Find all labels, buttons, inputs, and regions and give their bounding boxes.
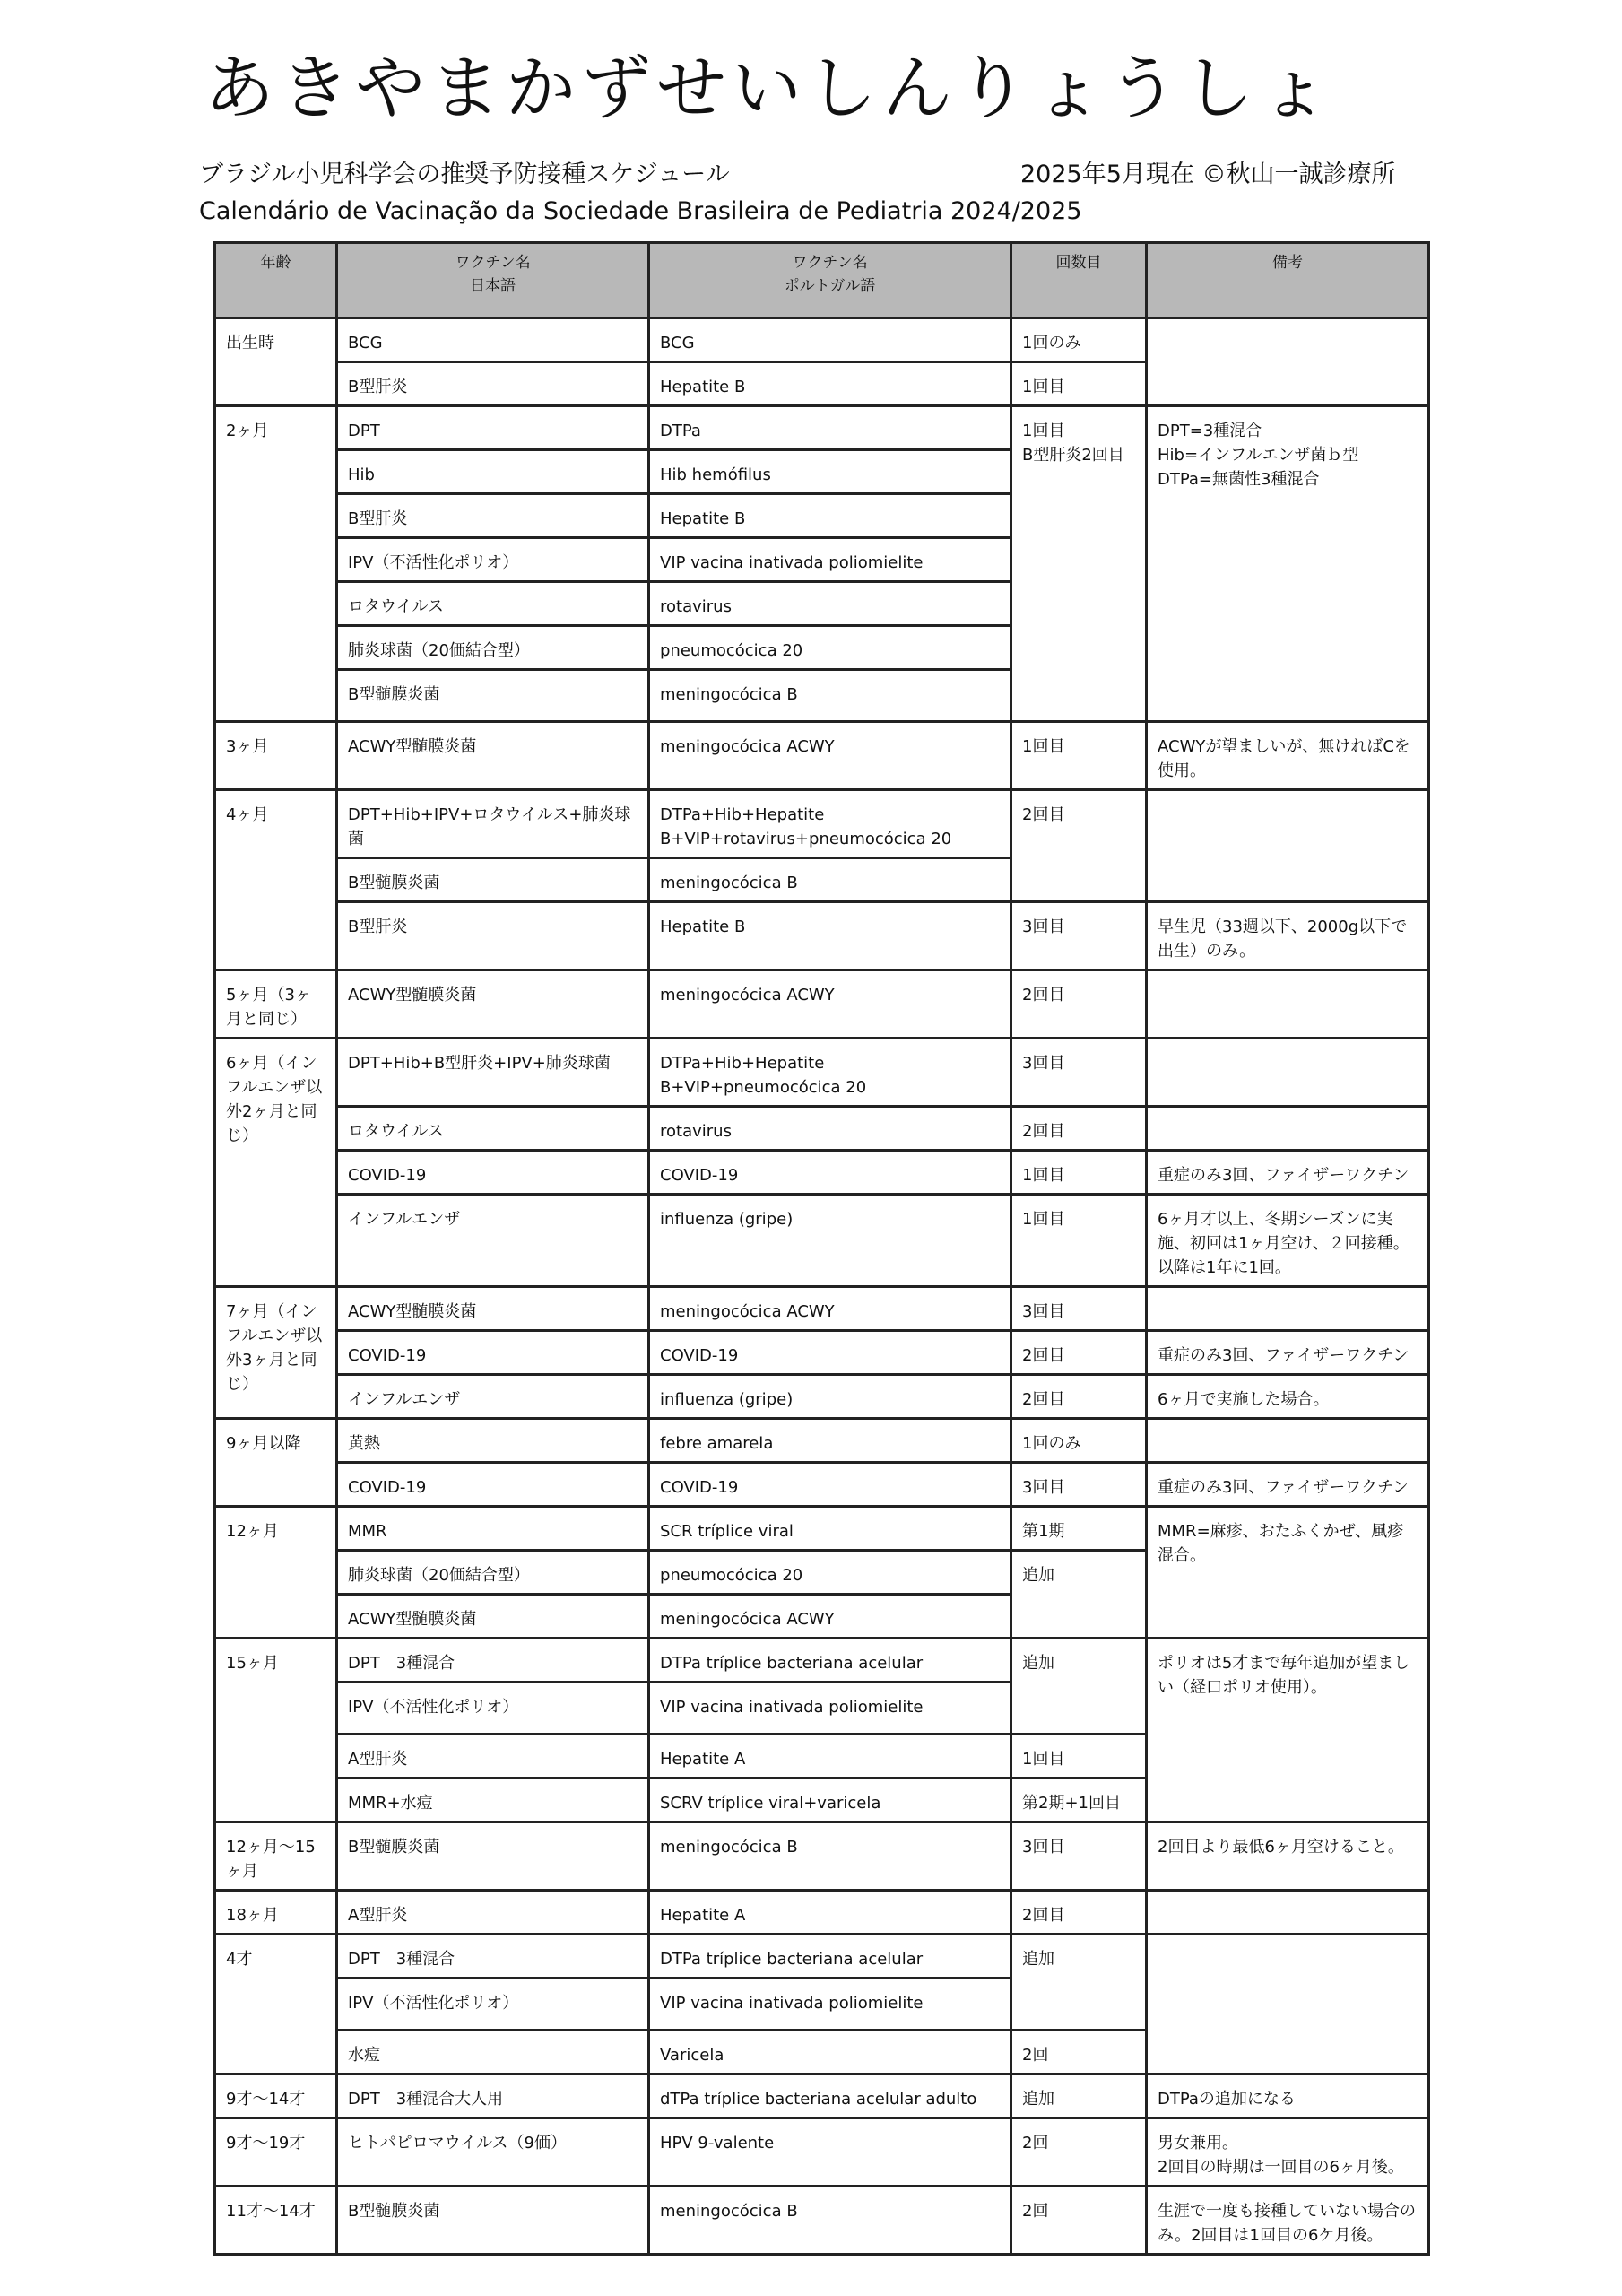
age-cell: 7ヶ月（インフルエンザ以外3ヶ月と同じ）: [215, 1287, 337, 1419]
table-row: [215, 1935, 1429, 1979]
vaccine-pt-cell: VIP vacina inativada poliomielite: [649, 538, 1011, 582]
vaccine-pt-cell: rotavirus: [649, 582, 1011, 626]
table-row: [215, 2118, 1429, 2187]
note-cell: [1147, 1419, 1429, 1463]
dose-cell: 追加: [1011, 1551, 1147, 1639]
dose-cell: 3回目: [1011, 1822, 1147, 1891]
vaccine-pt-cell: DTPa: [649, 406, 1011, 450]
age-cell: 6ヶ月（インフルエンザ以外2ヶ月と同じ）: [215, 1039, 337, 1287]
page-subtitle-ja: ブラジル小児科学会の推奨予防接種スケジュール: [199, 161, 730, 188]
header-age: 年齢: [215, 243, 337, 318]
vaccine-pt-cell: SCRV tríplice viral+varicela: [649, 1779, 1011, 1822]
table-row: [215, 722, 1429, 790]
vaccine-ja-cell: DPT 3種混合大人用: [337, 2074, 649, 2118]
note-cell: 重症のみ3回、ファイザーワクチン: [1147, 1463, 1429, 1507]
dose-cell: 3回目: [1011, 1463, 1147, 1507]
header-dose: 回数目: [1011, 243, 1147, 318]
note-cell: [1147, 1107, 1429, 1151]
table-row: [215, 1287, 1429, 1331]
dose-cell: 1回目: [1011, 1151, 1147, 1195]
vaccine-ja-cell: DPT+Hib+B型肝炎+IPV+肺炎球菌: [337, 1039, 649, 1107]
vaccine-ja-cell: 肺炎球菌（20価結合型）: [337, 626, 649, 670]
vaccine-ja-cell: BCG: [337, 318, 649, 362]
dose-cell: 1回目 B型肝炎2回目: [1011, 406, 1147, 722]
vaccine-ja-cell: B型肝炎: [337, 494, 649, 538]
vaccine-ja-cell: インフルエンザ: [337, 1195, 649, 1287]
vaccine-pt-cell: febre amarela: [649, 1419, 1011, 1463]
table-row: [215, 1039, 1429, 1107]
vaccine-ja-cell: B型髄膜炎菌: [337, 858, 649, 902]
vaccine-pt-cell: DTPa+Hib+Hepatite B+VIP+rotavirus+pneumocócica 20: [649, 790, 1011, 858]
table-row: [215, 1107, 1429, 1151]
dose-cell: 1回のみ: [1011, 318, 1147, 362]
vaccine-ja-cell: IPV（不活性化ポリオ）: [337, 1979, 649, 2031]
vaccine-ja-cell: MMR: [337, 1507, 649, 1551]
note-cell: 6ヶ月才以上、冬期シーズンに実施、初回は1ヶ月空け、２回接種。以降は1年に1回。: [1147, 1195, 1429, 1287]
vaccine-ja-cell: B型髄膜炎菌: [337, 670, 649, 722]
dose-cell: 第2期+1回目: [1011, 1779, 1147, 1822]
table-row: [215, 2074, 1429, 2118]
age-cell: 4ヶ月: [215, 790, 337, 970]
vaccine-pt-cell: VIP vacina inativada poliomielite: [649, 1979, 1011, 2031]
table-row: [215, 1507, 1429, 1551]
age-cell: 出生時: [215, 318, 337, 406]
note-cell: DTPaの追加になる: [1147, 2074, 1429, 2118]
vaccine-pt-cell: SCR tríplice viral: [649, 1507, 1011, 1551]
note-cell: [1147, 1039, 1429, 1107]
age-cell: 9才〜19才: [215, 2118, 337, 2187]
table-row: [215, 1375, 1429, 1419]
vaccine-pt-cell: pneumocócica 20: [649, 626, 1011, 670]
note-cell: [1147, 970, 1429, 1039]
vaccine-ja-cell: ロタウイルス: [337, 582, 649, 626]
vaccine-pt-cell: DTPa tríplice bacteriana acelular: [649, 1935, 1011, 1979]
vaccine-ja-cell: COVID-19: [337, 1331, 649, 1375]
dose-cell: 3回目: [1011, 1287, 1147, 1331]
vaccine-ja-cell: IPV（不活性化ポリオ）: [337, 538, 649, 582]
table-row: [215, 406, 1429, 450]
note-cell: 6ヶ月で実施した場合。: [1147, 1375, 1429, 1419]
dose-cell: 2回目: [1011, 1107, 1147, 1151]
table-row: [215, 1639, 1429, 1683]
vaccine-pt-cell: influenza (gripe): [649, 1195, 1011, 1287]
note-cell: 2回目より最低6ヶ月空けること。: [1147, 1822, 1429, 1891]
page-subtitle-pt: Calendário de Vacinação da Sociedade Brasileira de Pediatria 2024/2025: [199, 197, 1082, 225]
vaccine-pt-cell: Hepatite B: [649, 494, 1011, 538]
vaccine-ja-cell: COVID-19: [337, 1151, 649, 1195]
note-cell: 早生児（33週以下、2000g以下で出生）のみ。: [1147, 902, 1429, 970]
dose-cell: 追加: [1011, 1935, 1147, 2031]
age-cell: 2ヶ月: [215, 406, 337, 722]
vaccine-ja-cell: COVID-19: [337, 1463, 649, 1507]
note-cell: [1147, 1891, 1429, 1935]
table-row: [215, 790, 1429, 858]
vaccine-ja-cell: IPV（不活性化ポリオ）: [337, 1683, 649, 1735]
note-cell: DPT=3種混合 Hib=インフルエンザ菌ｂ型 DTPa=無菌性3種混合: [1147, 406, 1429, 722]
vaccine-pt-cell: meningocócica ACWY: [649, 1595, 1011, 1639]
vaccine-pt-cell: meningocócica ACWY: [649, 722, 1011, 790]
vaccine-pt-cell: meningocócica B: [649, 2187, 1011, 2255]
age-cell: 15ヶ月: [215, 1639, 337, 1822]
vaccine-ja-cell: Hib: [337, 450, 649, 494]
vaccine-ja-cell: B型髄膜炎菌: [337, 1822, 649, 1891]
vaccine-ja-cell: B型肝炎: [337, 902, 649, 970]
note-cell: ACWYが望ましいが、無ければCを使用。: [1147, 722, 1429, 790]
note-cell: [1147, 1287, 1429, 1331]
dose-cell: 追加: [1011, 2074, 1147, 2118]
vaccine-ja-cell: 黄熱: [337, 1419, 649, 1463]
vaccine-pt-cell: Hepatite A: [649, 1735, 1011, 1779]
note-cell: 男女兼用。 2回目の時期は一回目の6ヶ月後。: [1147, 2118, 1429, 2187]
age-cell: 4才: [215, 1935, 337, 2074]
age-cell: 12ヶ月〜15ヶ月: [215, 1822, 337, 1891]
dose-cell: 追加: [1011, 1639, 1147, 1735]
vaccine-pt-cell: COVID-19: [649, 1151, 1011, 1195]
table-row: [215, 1195, 1429, 1287]
note-cell: ポリオは5才まで毎年追加が望ましい（経口ポリオ使用）。: [1147, 1639, 1429, 1822]
dose-cell: 3回目: [1011, 1039, 1147, 1107]
vaccine-ja-cell: DPT 3種混合: [337, 1639, 649, 1683]
dose-cell: 3回目: [1011, 902, 1147, 970]
table-row: [215, 1822, 1429, 1891]
dose-cell: 1回目: [1011, 1735, 1147, 1779]
note-cell: 重症のみ3回、ファイザーワクチン: [1147, 1331, 1429, 1375]
vaccine-pt-cell: Hepatite B: [649, 902, 1011, 970]
vaccine-pt-cell: HPV 9-valente: [649, 2118, 1011, 2187]
vaccine-ja-cell: ACWY型髄膜炎菌: [337, 1595, 649, 1639]
age-cell: 12ヶ月: [215, 1507, 337, 1639]
vaccine-pt-cell: DTPa tríplice bacteriana acelular: [649, 1639, 1011, 1683]
vaccine-ja-cell: MMR+水痘: [337, 1779, 649, 1822]
vaccine-pt-cell: meningocócica ACWY: [649, 1287, 1011, 1331]
age-cell: 18ヶ月: [215, 1891, 337, 1935]
table-row: [215, 1463, 1429, 1507]
dose-cell: 2回目: [1011, 1891, 1147, 1935]
note-cell: 重症のみ3回、ファイザーワクチン: [1147, 1151, 1429, 1195]
vaccine-pt-cell: meningocócica ACWY: [649, 970, 1011, 1039]
vaccine-ja-cell: A型肝炎: [337, 1891, 649, 1935]
vaccine-ja-cell: ACWY型髄膜炎菌: [337, 1287, 649, 1331]
table-row: [215, 1891, 1429, 1935]
table-row: [215, 1151, 1429, 1195]
header-vaccine-pt: ワクチン名 ポルトガル語: [649, 243, 1011, 318]
dose-cell: 第1期: [1011, 1507, 1147, 1551]
age-cell: 11才〜14才: [215, 2187, 337, 2255]
dose-cell: 2回目: [1011, 1331, 1147, 1375]
age-cell: 3ヶ月: [215, 722, 337, 790]
note-cell: [1147, 790, 1429, 902]
vaccine-pt-cell: COVID-19: [649, 1463, 1011, 1507]
vaccine-ja-cell: ACWY型髄膜炎菌: [337, 722, 649, 790]
dose-cell: 2回目: [1011, 1375, 1147, 1419]
vaccine-ja-cell: DPT 3種混合: [337, 1935, 649, 1979]
table-row: [215, 2187, 1429, 2255]
note-cell: [1147, 1935, 1429, 2074]
header-vaccine-ja: ワクチン名 日本語: [337, 243, 649, 318]
vaccine-ja-cell: インフルエンザ: [337, 1375, 649, 1419]
table-row: [215, 1331, 1429, 1375]
note-cell: MMR=麻疹、おたふくかぜ、風疹混合。: [1147, 1507, 1429, 1639]
dose-cell: 2回: [1011, 2031, 1147, 2074]
age-cell: 9才〜14才: [215, 2074, 337, 2118]
vaccine-pt-cell: influenza (gripe): [649, 1375, 1011, 1419]
vaccine-ja-cell: DPT+Hib+IPV+ロタウイルス+肺炎球菌: [337, 790, 649, 858]
vaccine-pt-cell: rotavirus: [649, 1107, 1011, 1151]
vaccine-ja-cell: DPT: [337, 406, 649, 450]
clinic-name: あきやまかずせいしんりょうしょ: [204, 48, 1335, 129]
vaccine-pt-cell: Hepatite A: [649, 1891, 1011, 1935]
vaccine-pt-cell: pneumocócica 20: [649, 1551, 1011, 1595]
vaccine-ja-cell: B型髄膜炎菌: [337, 2187, 649, 2255]
vaccine-pt-cell: Hepatite B: [649, 362, 1011, 406]
dose-cell: 1回目: [1011, 722, 1147, 790]
vaccine-ja-cell: ロタウイルス: [337, 1107, 649, 1151]
dose-cell: 1回目: [1011, 362, 1147, 406]
dose-cell: 2回目: [1011, 790, 1147, 902]
header-note: 備考: [1147, 243, 1429, 318]
age-cell: 5ヶ月（3ヶ月と同じ）: [215, 970, 337, 1039]
vaccine-pt-cell: COVID-19: [649, 1331, 1011, 1375]
vaccine-ja-cell: 肺炎球菌（20価結合型）: [337, 1551, 649, 1595]
table-row: [215, 318, 1429, 362]
date-copyright: 2025年5月現在 ©秋山一誠診療所: [1020, 161, 1396, 188]
vaccine-pt-cell: dTPa tríplice bacteriana acelular adulto: [649, 2074, 1011, 2118]
vaccine-pt-cell: VIP vacina inativada poliomielite: [649, 1683, 1011, 1735]
vaccine-ja-cell: A型肝炎: [337, 1735, 649, 1779]
dose-cell: 2回: [1011, 2118, 1147, 2187]
vaccine-ja-cell: 水痘: [337, 2031, 649, 2074]
vaccination-schedule-table: [213, 241, 1430, 2256]
vaccine-ja-cell: ACWY型髄膜炎菌: [337, 970, 649, 1039]
vaccine-pt-cell: Varicela: [649, 2031, 1011, 2074]
dose-cell: 2回目: [1011, 970, 1147, 1039]
vaccine-pt-cell: Hib hemófilus: [649, 450, 1011, 494]
dose-cell: 1回のみ: [1011, 1419, 1147, 1463]
vaccine-pt-cell: meningocócica B: [649, 670, 1011, 722]
note-cell: [1147, 318, 1429, 406]
vaccine-ja-cell: ヒトパピロマウイルス（9価）: [337, 2118, 649, 2187]
vaccine-pt-cell: DTPa+Hib+Hepatite B+VIP+pneumocócica 20: [649, 1039, 1011, 1107]
note-cell: 生涯で一度も接種していない場合のみ。2回目は1回目の6ケ月後。: [1147, 2187, 1429, 2255]
table-row: [215, 902, 1429, 970]
vaccine-pt-cell: meningocócica B: [649, 858, 1011, 902]
dose-cell: 2回: [1011, 2187, 1147, 2255]
vaccine-ja-cell: B型肝炎: [337, 362, 649, 406]
dose-cell: 1回目: [1011, 1195, 1147, 1287]
table-row: [215, 1419, 1429, 1463]
table-header-row: [215, 243, 1429, 318]
vaccine-pt-cell: meningocócica B: [649, 1822, 1011, 1891]
table-row: [215, 970, 1429, 1039]
vaccine-pt-cell: BCG: [649, 318, 1011, 362]
age-cell: 9ヶ月以降: [215, 1419, 337, 1507]
